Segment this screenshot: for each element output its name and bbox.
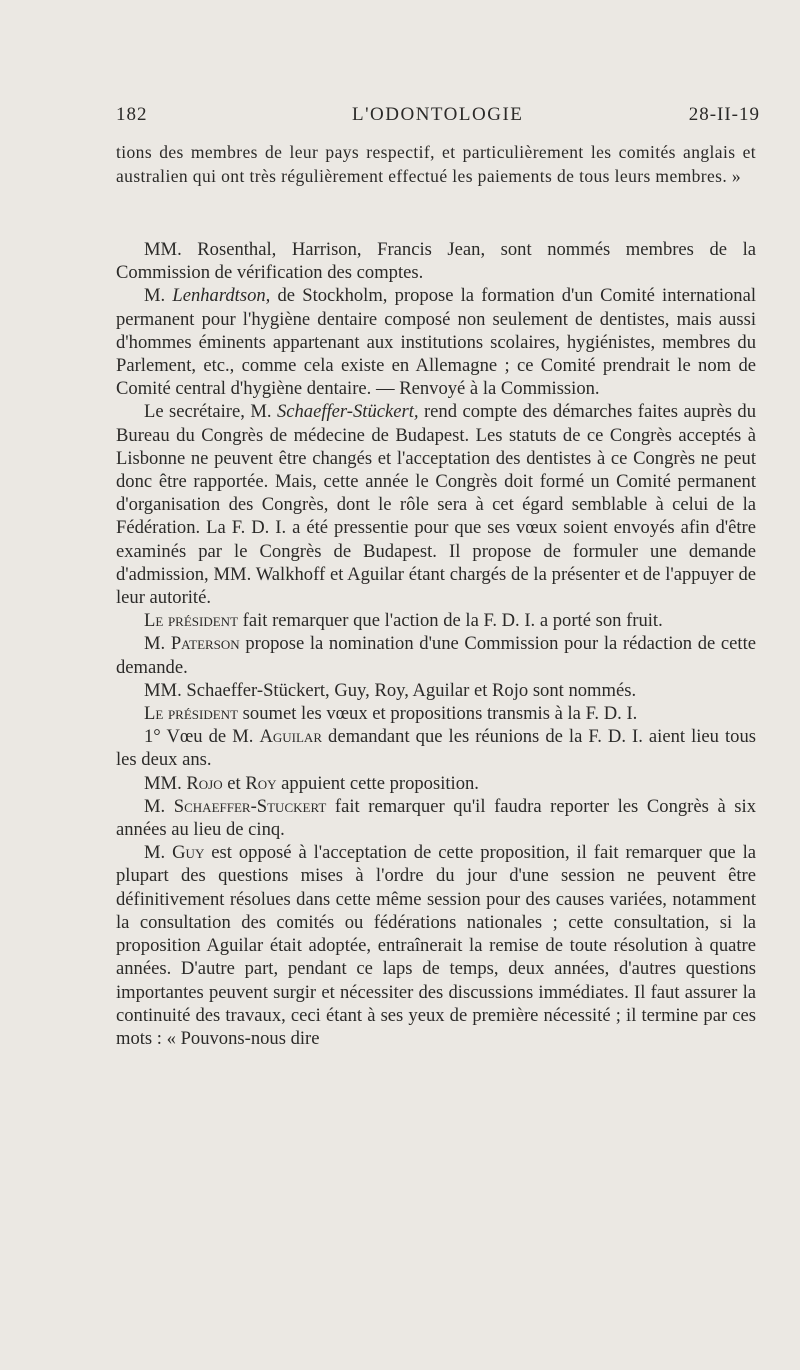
text-run: propose la nomination d'une Commission pour la rédaction de cette demande. <box>116 633 756 678</box>
paragraph <box>116 632 756 678</box>
text-run: soumet les vœux et propositions transmis à la F. D. I. <box>238 703 638 725</box>
text-run: fait remarquer qu'il faudra reporter les Congrès à six années au lieu de cinq. <box>116 795 756 841</box>
paragraph <box>116 609 756 632</box>
text-run: Le président <box>144 703 239 725</box>
continued-paragraph <box>116 141 756 188</box>
paragraph <box>116 400 756 609</box>
text-run: MM. Rosenthal, Harrison, Francis Jean, sont nommés membres de la Commission de vérification des comptes. <box>116 239 756 284</box>
text-run: Rojo <box>186 772 223 794</box>
paragraph <box>116 238 756 284</box>
paragraph <box>116 795 756 841</box>
issue-date: 28-II-19 <box>688 104 760 125</box>
text-run: M. <box>144 795 174 817</box>
paragraph <box>116 702 756 725</box>
text-run: MM. <box>144 772 187 794</box>
text-run: appuient cette proposition. <box>276 772 479 794</box>
text-run: est opposé à l'acceptation de cette proposition, il fait remarquer que la plupart des questions mises à l'ordre du jour d'une session ne peuvent être définitivement résolues dans cette même session pour des causes variées, notamment la consultation des comités ou fédérations nationales ; cette consultation, si la proposition Aguilar était adoptée, entraînerait la remise de toute résolution à quatre années. D'autre part, pendant ce laps de temps, deux années, d'autres questions importantes peuvent surgir et nécessiter des discussions immédiates. Il faut assurer la continuité des travaux, ceci étant à ses yeux de première nécessité ; il termine par ces mots : « Pouvons-nous dire <box>116 842 756 1049</box>
text-run: demandant que les réunions de la F. D. I. aient lieu tous les deux ans. <box>116 726 756 771</box>
running-header <box>116 104 760 130</box>
text-run: Schaeffer-Stuckert <box>173 795 327 817</box>
text-run: Le président <box>144 610 239 632</box>
intro-text: tions des membres de leur pays respectif, et particulièrement les comités anglais et australien qui ont très régulièrement effectué les paiements de tous leurs membres. » <box>116 142 756 186</box>
text-run: et <box>222 772 246 794</box>
paragraph <box>116 725 756 771</box>
text-run: fait remarquer que l'action de la F. D. I. a porté son fruit. <box>238 610 663 632</box>
paragraph <box>116 772 756 795</box>
text-run: Schaeffer-Stückert, <box>276 401 419 423</box>
text-run: Paterson <box>170 633 240 655</box>
text-run: Le secrétaire, M. <box>144 401 277 423</box>
text-run: de Stockholm, propose la formation d'un Comité international permanent pour l'hygiène dentaire composé non seulement de dentistes, mais aussi d'hommes éminents appartenant aux institutions scolaires, hygiénistes, membres du Parlement, etc., comme cela existe en Allemagne ; ce Comité prendrait le nom de Comité central d'hygiène dentaire. — Renvoyé à la Commission. <box>116 285 756 400</box>
text-run: 1° Vœu de M. <box>144 726 260 748</box>
paragraph <box>116 841 756 1050</box>
text-run: M. <box>144 633 171 655</box>
text-run: rend compte des démarches faites auprès du Bureau du Congrès de médecine de Budapest. Les statuts de ce Congrès acceptés à Lisbonne ne peuvent être changés et l'acceptation des dentistes à ce Congrès ne peut donc être rapportée. Mais, cette année le Congrès doit formé un Comité permanent d'organisation des Congrès, dont le rôle sera à cet égard semblable à celui de la Fédération. La F. D. I. a été pressentie pour que ses vœux soient envoyés afin d'être examinés par le Congrès de Budapest. Il propose de formuler une demande d'admission, MM. Walkhoff et Aguilar étant chargés de la présenter et de l'appuyer de leur autorité. <box>116 401 756 609</box>
body-text <box>116 238 756 1050</box>
text-run: Guy <box>172 842 205 864</box>
text-run: Lenhardtson, <box>172 285 271 307</box>
paragraph <box>116 679 756 702</box>
paragraph <box>116 284 756 400</box>
text-run: MM. Schaeffer-Stückert, Guy, Roy, Aguilar et Rojo sont nommés. <box>144 679 637 701</box>
text-run: M. <box>144 842 173 864</box>
text-run: Roy <box>245 772 277 794</box>
text-run: M. <box>144 285 173 307</box>
page-number: 182 <box>116 104 148 125</box>
text-run: Aguilar <box>259 726 322 748</box>
journal-title: L'ODONTOLOGIE <box>352 104 524 125</box>
